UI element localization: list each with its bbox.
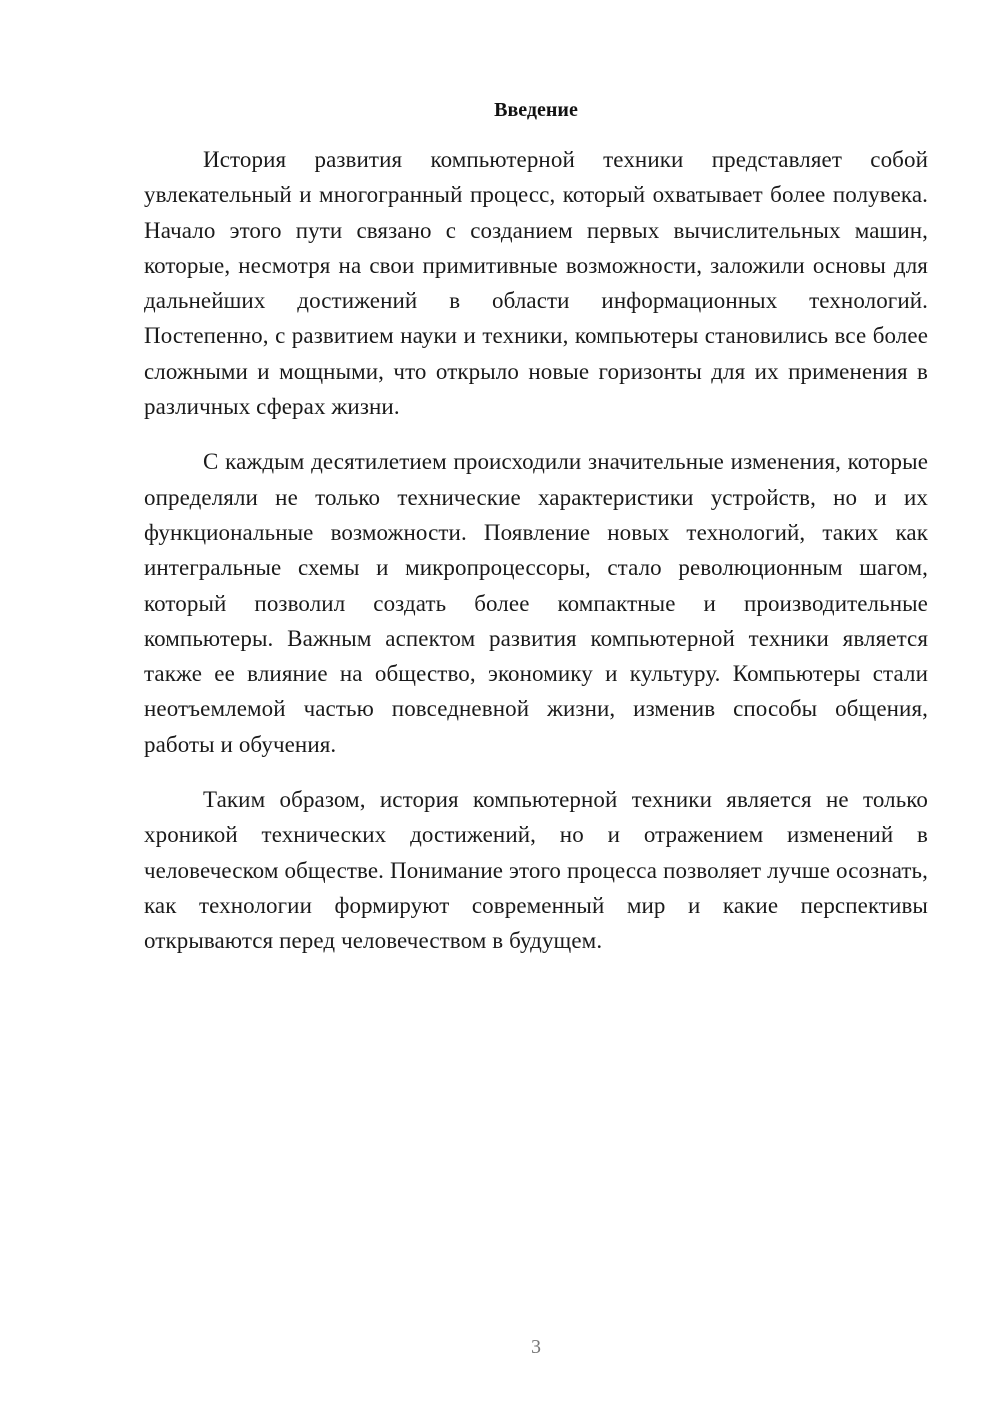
document-body (144, 142, 928, 979)
page-title: Введение (494, 99, 578, 121)
paragraph-2: С каждым десятилетием происходили значительные изменения, которые определяли не только технические характеристики устройств, но и их функциональные возможности. Появление новых технологий, таких как интегральные схемы и микропроцессоры, стало революционным шагом, который позволил создать более компактные и производительные компьютеры. Важным аспектом развития компьютерной техники является также ее влияние на общество, экономику и культуру. Компьютеры стали неотъемлемой частью повседневной жизни, изменив способы общения, работы и обучения. (144, 449, 928, 757)
page-number: 3 (531, 1336, 541, 1358)
paragraph-1: История развития компьютерной техники представляет собой увлекательный и многогранный процесс, который охватывает более полувека. Начало этого пути связано с созданием первых вычислительных машин, которые, несмотря на свои примитивные возможности, заложили основы для дальнейших достижений в области информационных технологий. Постепенно, с развитием науки и техники, компьютеры становились все более сложными и мощными, что открыло новые горизонты для их применения в различных сферах жизни. (144, 147, 928, 420)
paragraph-3: Таким образом, история компьютерной техники является не только хроникой технических достижений, но и отражением изменений в человеческом обществе. Понимание этого процесса позволяет лучше осознать, как технологии формируют современный мир и какие перспективы открываются перед человечеством в будущем. (144, 787, 928, 954)
